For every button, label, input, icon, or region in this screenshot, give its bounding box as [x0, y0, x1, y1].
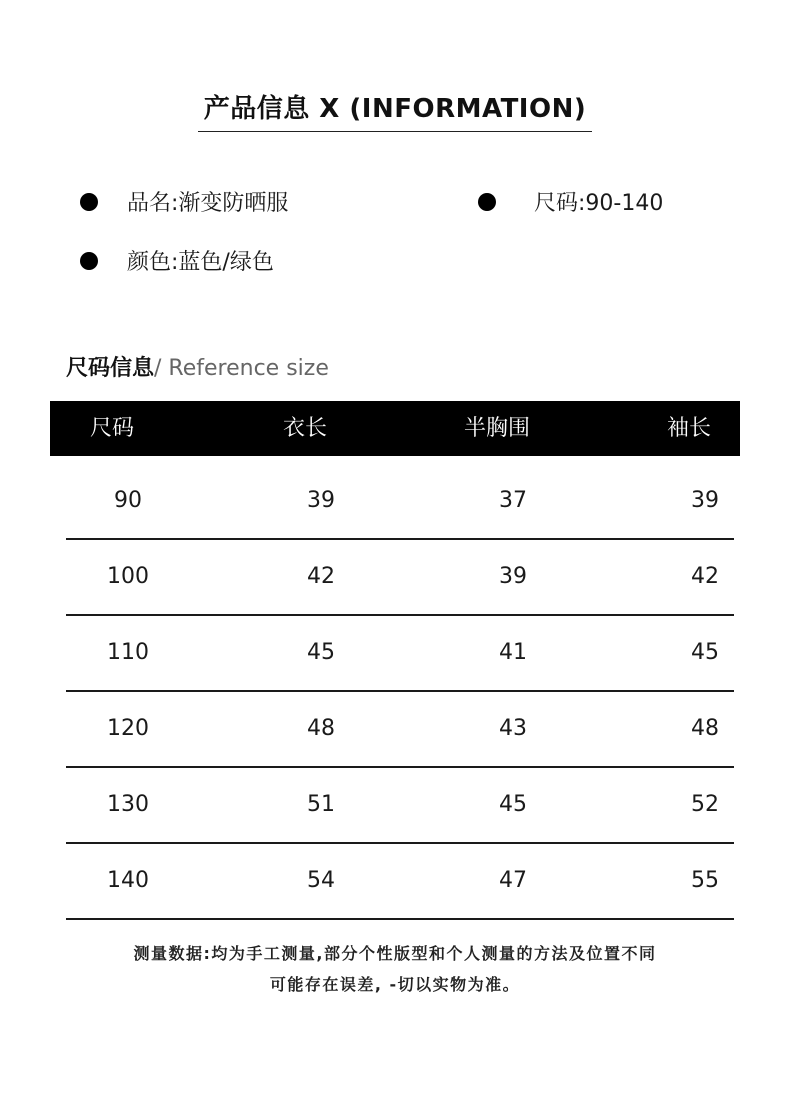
table-cell: 37 [499, 488, 527, 513]
product-name-text: 品名:渐变防晒服 [127, 191, 289, 216]
table-cell: 42 [691, 564, 719, 589]
table-cell: 43 [499, 716, 527, 741]
table-cell: 100 [107, 564, 149, 589]
table-row [66, 540, 734, 616]
table-cell: 39 [307, 488, 335, 513]
info-product-name [80, 186, 288, 217]
table-cell: 130 [107, 792, 149, 817]
bullet-dot-icon [478, 193, 496, 211]
page-title: 产品信息 X (INFORMATION) [203, 94, 587, 124]
table-cell: 48 [691, 716, 719, 741]
table-cell: 39 [691, 488, 719, 513]
table-row [66, 768, 734, 844]
table-cell: 48 [307, 716, 335, 741]
header-length: 衣长 [282, 416, 327, 441]
table-cell: 41 [499, 640, 527, 665]
table-cell: 45 [499, 792, 527, 817]
table-cell: 55 [691, 868, 719, 893]
measurement-note-line-2: 可能存在误差, -切以实物为准。 [269, 975, 521, 994]
table-row [66, 464, 734, 540]
info-color [80, 245, 274, 276]
measurement-note-line-1: 测量数据:均为手工测量,部分个性版型和个人测量的方法及位置不同 [133, 944, 657, 963]
header-size: 尺码 [89, 416, 134, 441]
bullet-dot-icon [80, 252, 98, 270]
table-cell: 120 [107, 716, 149, 741]
table-cell: 90 [114, 488, 142, 513]
table-cell: 47 [499, 868, 527, 893]
table-cell: 45 [691, 640, 719, 665]
size-table-header [50, 401, 740, 456]
table-cell: 51 [307, 792, 335, 817]
title-underline [198, 131, 592, 132]
table-row [66, 616, 734, 692]
size-section-title-en: / Reference size [154, 356, 329, 381]
info-size-range [478, 186, 663, 217]
size-section-title-cn: 尺码信息 [66, 356, 155, 381]
header-sleeve: 袖长 [666, 416, 711, 441]
table-cell: 110 [107, 640, 149, 665]
table-row [66, 692, 734, 768]
table-cell: 140 [107, 868, 149, 893]
size-section-heading [66, 351, 329, 382]
size-range-text: 尺码:90-140 [534, 191, 664, 216]
color-text: 颜色:蓝色/绿色 [127, 250, 274, 275]
table-cell: 42 [307, 564, 335, 589]
table-cell: 54 [307, 868, 335, 893]
bullet-dot-icon [80, 193, 98, 211]
table-cell: 39 [499, 564, 527, 589]
table-cell: 45 [307, 640, 335, 665]
table-row [66, 844, 734, 920]
header-half-chest: 半胸围 [463, 416, 530, 441]
table-cell: 52 [691, 792, 719, 817]
